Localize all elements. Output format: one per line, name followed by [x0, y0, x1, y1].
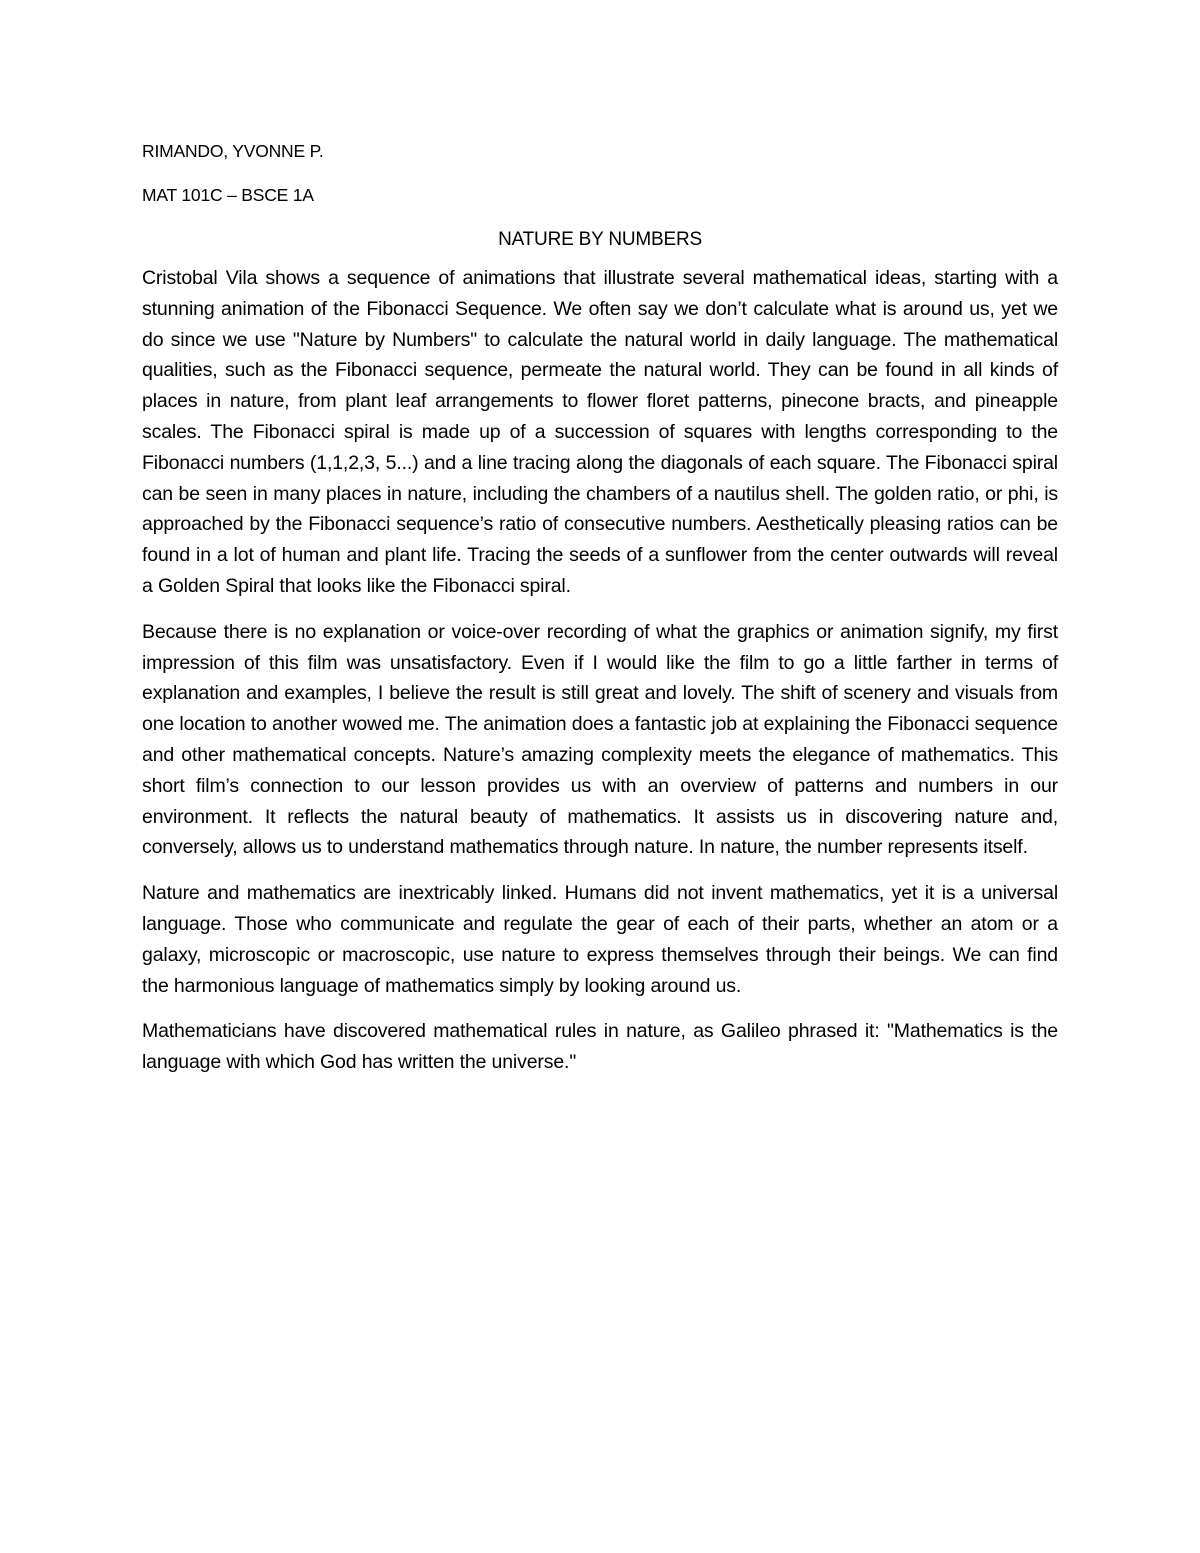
- author-line: RIMANDO, YVONNE P.: [142, 141, 324, 161]
- paragraph-3: Nature and mathematics are inextricably linked. Humans did not invent mathematics, yet it is a universal language. Those who communicate and regulate the gear of each of their parts, whether an atom or a galaxy, microscopic or macroscopic, use nature to express themselves through their beings. We can find the harmonious language of mathematics simply by looking around us.: [142, 882, 1058, 997]
- course-line: MAT 101C – BSCE 1A: [142, 185, 314, 205]
- document-title: NATURE BY NUMBERS: [498, 229, 702, 250]
- paragraph-2: Because there is no explanation or voice-over recording of what the graphics or animation signify, my first impression of this film was unsatisfactory. Even if I would like the film to go a little farther in terms of explanation and examples, I believe the result is still great and lovely. The shift of scenery and visuals from one location to another wowed me. The animation does a fantastic job at explaining the Fibonacci sequence and other mathematical concepts. Nature’s amazing complexity meets the elegance of mathematics. This short film’s connection to our lesson provides us with an overview of patterns and numbers in our environment. It reflects the natural beauty of mathematics. It assists us in discovering nature and, conversely, allows us to understand mathematics through nature. In nature, the number represents itself.: [142, 620, 1058, 859]
- document-body: [142, 140, 1058, 1093]
- paragraph-1: Cristobal Vila shows a sequence of animations that illustrate several mathematical ideas, starting with a stunning animation of the Fibonacci Sequence. We often say we don’t calculate what is around us, yet we do since we use "Nature by Numbers" to calculate the natural world in daily language. The mathematical qualities, such as the Fibonacci sequence, permeate the natural world. They can be found in all kinds of places in nature, from plant leaf arrangements to flower floret patterns, pinecone bracts, and pineapple scales. The Fibonacci spiral is made up of a succession of squares with lengths corresponding to the Fibonacci numbers (1,1,2,3, 5...) and a line tracing along the diagonals of each square. The Fibonacci spiral can be seen in many places in nature, including the chambers of a nautilus shell. The golden ratio, or phi, is approached by the Fibonacci sequence’s ratio of consecutive numbers. Aesthetically pleasing ratios can be found in a lot of human and plant life. Tracing the seeds of a sunflower from the center outwards will reveal a Golden Spiral that looks like the Fibonacci spiral.: [142, 267, 1058, 597]
- paragraph-4: Mathematicians have discovered mathematical rules in nature, as Galileo phrased it: "Mathematics is the language with which God has written the universe.": [142, 1020, 1058, 1074]
